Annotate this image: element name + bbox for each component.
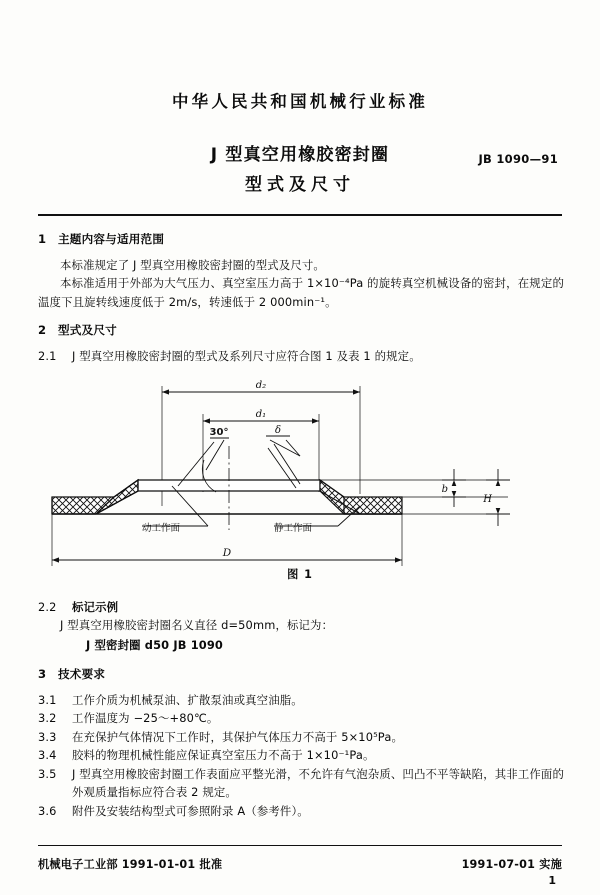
clause-3-1: [38, 691, 564, 709]
clause-3-1-number: 3.1: [38, 692, 57, 707]
page-number: 1: [548, 874, 556, 887]
section-1-title: 主题内容与适用范围: [58, 232, 165, 246]
document-title-line-1: J 型真空用橡胶密封圈: [210, 145, 390, 165]
clause-2-2-number: 2.2: [38, 600, 57, 614]
dimension-label-D: D: [222, 547, 232, 559]
section-2-number: 2: [38, 323, 47, 338]
section-3-heading: [38, 667, 564, 683]
document-body-lower: [38, 598, 564, 820]
section-1-number: 1: [38, 232, 47, 246]
national-standard-line: 中华人民共和国机械行业标准: [171, 92, 429, 111]
approval-authority-and-date: 机械电子工业部 1991-01-01 批准: [38, 858, 223, 871]
clause-3-2-number: 3.2: [38, 711, 57, 726]
clause-3-5-number: 3.5: [38, 766, 57, 781]
clause-3-1-text: 工作介质为机械泵油、扩散泵油或真空油脂。: [72, 692, 303, 707]
clause-3-4-text: 胶料的物理机械性能应保证真空室压力不高于 1×10⁻¹Pa。: [72, 748, 375, 763]
clause-3-2: [38, 709, 564, 727]
header-divider-rule: [38, 214, 562, 216]
dimension-label-d2: d₂: [255, 380, 267, 391]
clause-2-2-text: 标记示例: [72, 600, 119, 614]
clause-3-3: [38, 728, 564, 746]
clause-3-6-number: 3.6: [38, 803, 57, 818]
clause-3-5: [38, 765, 564, 802]
clause-2-1-text: J 型真空用橡胶密封圈的型式及系列尺寸应符合图 1 及表 1 的规定。: [72, 348, 421, 363]
label-dynamic-working-face: 动工作面: [142, 523, 181, 534]
dimension-label-b: b: [441, 484, 448, 495]
footer-divider-rule: [38, 845, 562, 846]
section-1-heading: [38, 232, 564, 248]
clause-2-1: [38, 347, 564, 365]
clause-2-1-number: 2.1: [38, 348, 57, 363]
clause-2-2: [38, 598, 564, 616]
section-2-heading: [38, 323, 564, 339]
effective-date: 1991-07-01 实施: [461, 858, 562, 871]
dimension-label-H: H: [483, 494, 492, 505]
marking-example-line-1: J 型真空用橡胶密封圈名义直径 d=50mm，标记为：: [60, 618, 334, 633]
seal-ring-cross-section-svg: [38, 374, 562, 582]
clause-3-6: [38, 802, 564, 820]
document-body: [38, 232, 564, 365]
clause-3-6-text: 附件及安装结构型式可参照附录 A（参考件）。: [72, 803, 309, 818]
section-3-number: 3: [38, 667, 47, 682]
thickness-label-delta: δ: [274, 425, 282, 436]
document-title-line-2: 型式及尺寸: [245, 175, 355, 195]
figure-1-caption: 图 1: [287, 568, 313, 581]
section-1-paragraph-2: 本标准适用于外部为大气压力、真空室压力高于 1×10⁻⁴Pa 的旋转真空机械设备的密封，在规定的温度下且旋转线速度低于 2m/s，转速低于 2 000min⁻¹。: [38, 276, 564, 309]
figure-1-drawing: [38, 374, 562, 582]
clause-3-4-number: 3.4: [38, 748, 57, 763]
clause-3-3-number: 3.3: [38, 729, 57, 744]
section-1-paragraph-1: 本标准规定了 J 型真空用橡胶密封圈的型式及尺寸。: [60, 257, 325, 272]
clause-3-4: [38, 746, 564, 764]
label-static-working-face: 静工作面: [274, 523, 313, 534]
section-3-title: 技术要求: [58, 667, 106, 682]
angle-label-30deg: 30°: [209, 427, 229, 438]
dimension-label-d1: d₁: [255, 409, 267, 420]
section-2-title: 型式及尺寸: [58, 323, 117, 338]
clause-3-3-text: 在充保护气体情况下工作时，其保护气体压力不高于 5×10⁵Pa。: [72, 729, 403, 744]
marking-example-line-2: J 型密封圈 d50 JB 1090: [86, 637, 223, 652]
standard-code: JB 1090—91: [478, 152, 558, 166]
clause-3-2-text: 工作温度为 −25～+80℃。: [72, 711, 219, 726]
clause-3-5-text: J 型真空用橡胶密封圈工作表面应平整光滑，不允许有气泡杂质、凹凸不平等缺陷，其非工作面的外观质量指标应符合表 2 规定。: [72, 766, 564, 800]
